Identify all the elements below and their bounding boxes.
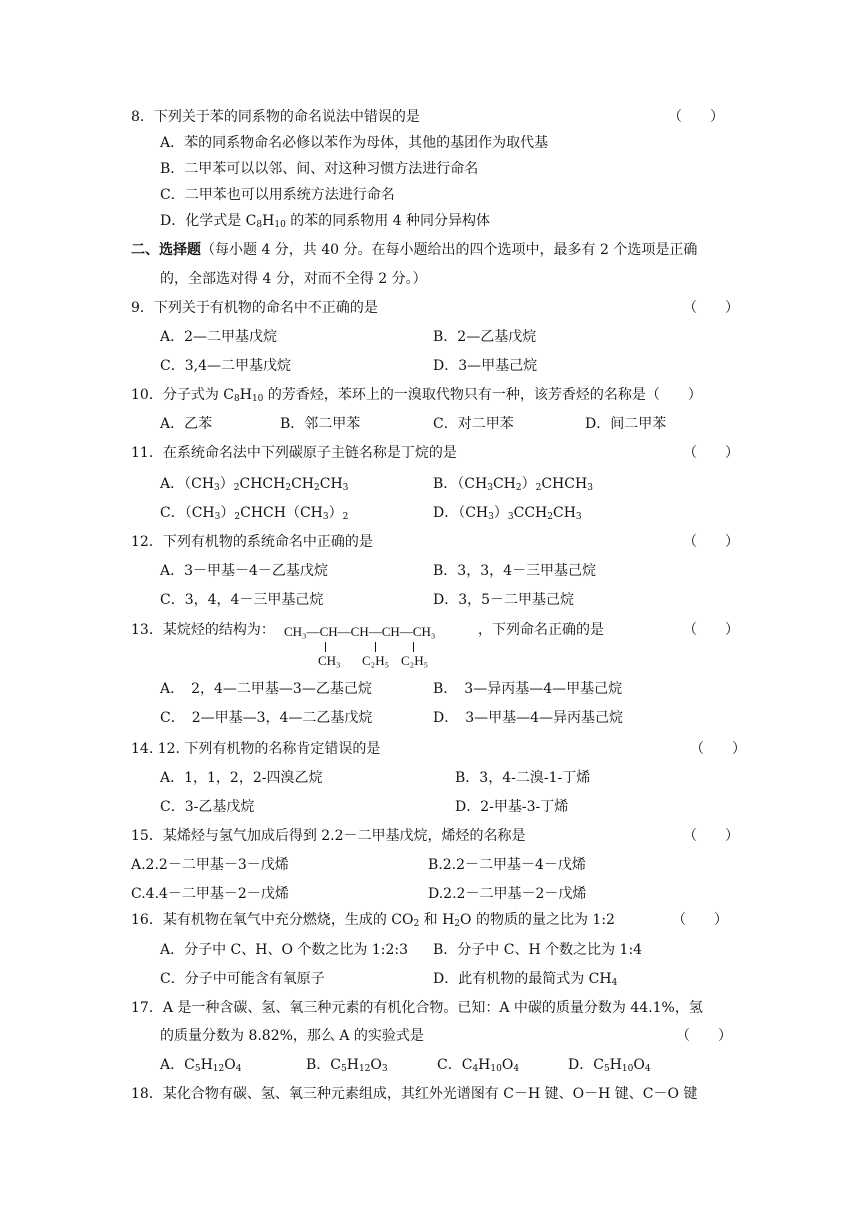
q9-option-c: C．3,4—二甲基戊烷 [160,358,291,374]
section2-title: 二、选择题 [131,242,201,258]
q17-stem-line1: 17．A 是一种含碳、氢、氧三种元素的有机化合物。已知：A 中碳的质量分数为 44.1%，氢 [131,1000,703,1016]
q15-option-c: C.4.4－二甲基－2－戊烯 [131,886,289,902]
q13-option-b: B． 3—异丙基—4—甲基己烷 [433,681,623,697]
q11-option-b: B．$(CH_3CH_2)_2CHCH_3$ [433,476,593,493]
q15-stem: 15．某烯烃与氢气加成后得到 2.2－二甲基戊烷，烯烃的名称是 [131,828,526,844]
q17-option-d: D．$C_5H_{10}O_4$ [568,1057,651,1074]
q12-option-a: A．3－甲基－4－乙基戊烷 [160,563,328,579]
q11-stem: 11．在系统命名法中下列碳原子主链名称是丁烷的是 [131,445,457,461]
q13-answer-paren: （ ） [683,622,739,638]
q15-answer-paren: （ ） [683,828,739,844]
q9-option-a: A．2—二甲基戊烷 [160,329,278,345]
q10-option-b: B．邻二甲苯 [280,416,361,432]
q17-stem-line2: 的质量分数为 8.82%，那么 A 的实验式是 [160,1028,424,1044]
q17-option-b: B．$C_5H_{12}O_3$ [306,1057,388,1074]
section2-header [131,241,697,259]
q15-option-d: D.2.2－二甲基－2－戊烯 [428,886,587,902]
q11-option-a: A．$(CH_3)_2CHCH_2CH_2CH_3$ [160,476,349,493]
q9-option-d: D．3—甲基己烷 [433,358,538,374]
q12-option-d: D．3，5－二甲基己烷 [433,592,575,608]
q13-branch-2: C₂H₅ [362,653,390,668]
q12-option-c: C．3，4，4－三甲基己烷 [160,592,324,608]
q8-option-d: D．化学式是 $C_8H_{10}$ 的苯的同系物用 4 种同分异构体 [160,213,491,230]
q14-option-b: B．3，4-二溴-1-丁烯 [455,770,591,786]
q13-bond-1 [325,642,326,652]
q13-bond-2 [375,642,376,652]
q9-answer-paren: （ ） [683,300,739,316]
q14-stem: 14. 12. 下列有机物的名称肯定错误的是 [131,741,381,757]
q8-option-b: B．二甲苯可以以邻、间、对这种习惯方法进行命名 [160,161,479,177]
q17-answer-paren: （ ） [676,1028,732,1044]
q10-option-d: D．间二甲苯 [585,416,667,432]
q13-option-c: C． 2—甲基—3，4—二乙基戊烷 [160,710,373,726]
q17-option-a: A．$C_5H_{12}O_4$ [160,1057,242,1074]
q13-branch-1: CH₃ [318,653,341,668]
q10-stem: 10．分子式为 $C_8H_{10}$ 的芳香烃，苯环上的一溴取代物只有一种，该芳香烃的名称是（ ） [131,387,702,404]
q14-answer-paren: （ ） [690,741,746,757]
q15-option-a: A.2.2－二甲基－3－戊烯 [131,857,289,873]
q14-option-d: D．2-甲基-3-丁烯 [455,799,569,815]
q13-main-chain: CH₃—CH—CH—CH—CH₃ [284,624,436,639]
q10-option-a: A．乙苯 [160,416,213,432]
q14-option-a: A．1，1，2，2-四溴乙烷 [160,770,323,786]
q12-answer-paren: （ ） [683,534,739,550]
q8-answer-paren: （ ） [668,109,724,125]
q9-stem: 9．下列关于有机物的命名中不正确的是 [131,300,378,316]
q16-option-a: A．分子中 C、H、O 个数之比为 1:2:3 [160,942,409,958]
q13-branch-3: C₂H₅ [401,653,429,668]
q18-stem: 18．某化合物有碳、氢、氧三种元素组成，其红外光谱图有 C－H 键、O－H 键、C－O 键 [131,1086,698,1102]
q9-option-b: B．2—乙基戊烷 [433,329,537,345]
q16-answer-paren: （ ） [672,912,728,928]
q17-option-c: C．$C_4H_{10}O_4$ [437,1057,520,1074]
q13-option-a: A． 2，4—二甲基—3—乙基己烷 [160,681,372,697]
q11-answer-paren: （ ） [683,445,739,461]
q8-stem: 8．下列关于苯的同系物的命名说法中错误的是 [131,109,420,125]
q13-structure-formula [284,624,464,668]
q16-option-b: B．分子中 C、H 个数之比为 1:4 [433,942,643,958]
q11-option-c: C．$(CH_3)_2CHCH(CH_3)_2$ [160,505,349,522]
q10-option-c: C．对二甲苯 [433,416,514,432]
q16-stem: 16．某有机物在氧气中充分燃烧，生成的 $CO_2$ 和 $H_2O$ 的物质的量之比为 1:2 [131,912,615,929]
section2-desc-line2: 的，全部选对得 4 分，对而不全得 2 分。） [160,271,427,287]
q13-stem-post: ，下列命名正确的是 [478,622,604,638]
q15-option-b: B.2.2－二甲基－4－戊烯 [428,857,586,873]
q13-bond-3 [413,642,414,652]
q11-option-d: D．$(CH_3)_3CCH_2CH_3$ [433,505,582,522]
q13-option-d: D． 3—甲基—4—异丙基己烷 [433,710,624,726]
q16-option-c: C．分子中可能含有氧原子 [160,971,325,987]
q14-option-c: C．3-乙基戊烷 [160,799,255,815]
q13-stem: 13．某烷烃的结构为： [131,622,275,638]
q8-option-c: C．二甲苯也可以用系统方法进行命名 [160,187,395,203]
q12-stem: 12．下列有机物的系统命名中正确的是 [131,534,373,550]
q12-option-b: B．3，3，4－三甲基己烷 [433,563,597,579]
q8-option-a: A．苯的同系物命名必修以苯作为母体，其他的基团作为取代基 [160,135,549,151]
q16-option-d: D．此有机物的最简式为 $CH_4$ [433,971,618,988]
section2-desc: （每小题 4 分，共 40 分。在每小题给出的四个选项中，最多有 2 个选项是正确 [201,242,698,258]
